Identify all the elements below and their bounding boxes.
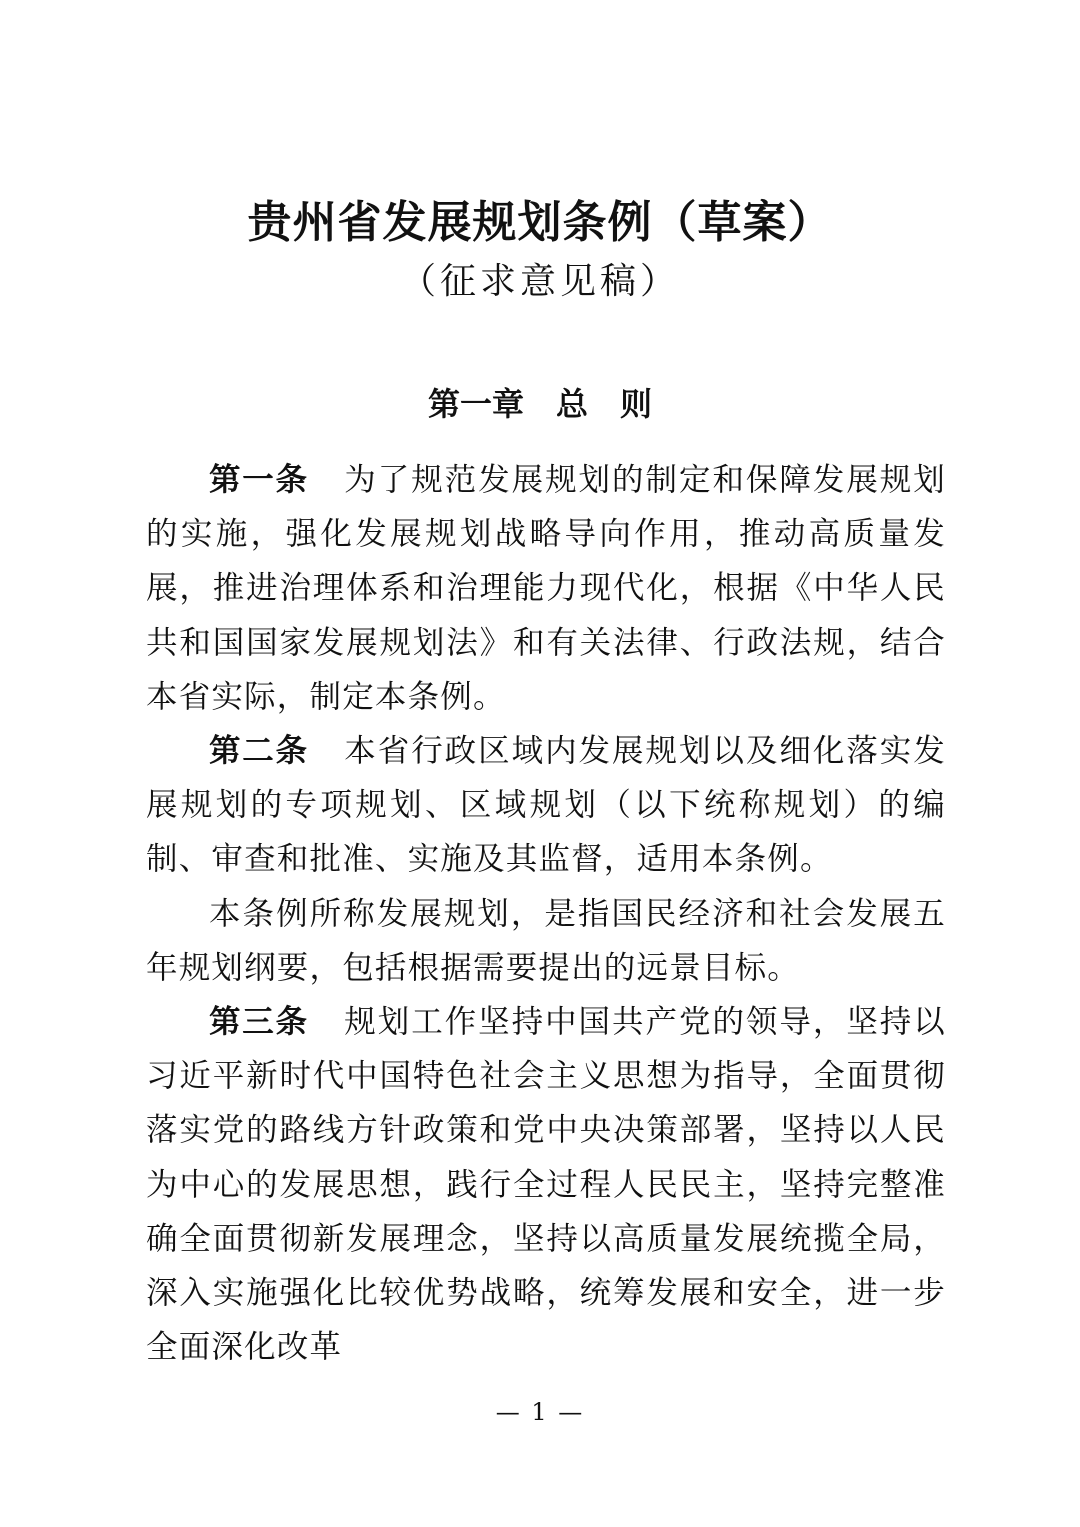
article-number: 第二条 bbox=[209, 733, 309, 770]
document-title: 贵州省发展规划条例（草案） bbox=[247, 197, 833, 248]
article-paragraph bbox=[146, 453, 946, 724]
page-number: — 1 — bbox=[495, 1398, 585, 1426]
article-text: 为了规范发展规划的制定和保障发展规划的实施，强化发展规划战略导向作用，推动高质量发展，推进治理体系和治理能力现代化，根据《中华人民共和国国家发展规划法》和有关法律、行政法规，结合本省实际，制定本条例。 bbox=[146, 462, 946, 715]
document-subtitle: （征求意见稿） bbox=[399, 261, 680, 302]
article-text: 规划工作坚持中国共产党的领导，坚持以习近平新时代中国特色社会主义思想为指导，全面贯彻落实党的路线方针政策和党中央决策部署，坚持以人民为中心的发展思想，践行全过程人民民主，坚持完整准确全面贯彻新发展理念，坚持以高质量发展统揽全局，深入实施强化比较优势战略，统筹发展和安全，进一步全面深化改革 bbox=[146, 1004, 946, 1366]
article-text: 本省行政区域内发展规划以及细化落实发展规划的专项规划、区域规划（以下统称规划）的编制、审查和批准、实施及其监督，适用本条例。 bbox=[146, 733, 946, 878]
document-body bbox=[146, 453, 946, 1374]
chapter-heading: 第一章 总 则 bbox=[427, 385, 652, 423]
article-paragraph bbox=[146, 724, 946, 887]
article-paragraph bbox=[146, 995, 946, 1374]
article-number: 第一条 bbox=[209, 462, 309, 498]
article-number: 第三条 bbox=[209, 1004, 309, 1041]
body-paragraph bbox=[146, 887, 946, 995]
paragraph-text: 本条例所称发展规划，是指国民经济和社会发展五年规划纲要，包括根据需要提出的远景目标。 bbox=[146, 895, 946, 986]
